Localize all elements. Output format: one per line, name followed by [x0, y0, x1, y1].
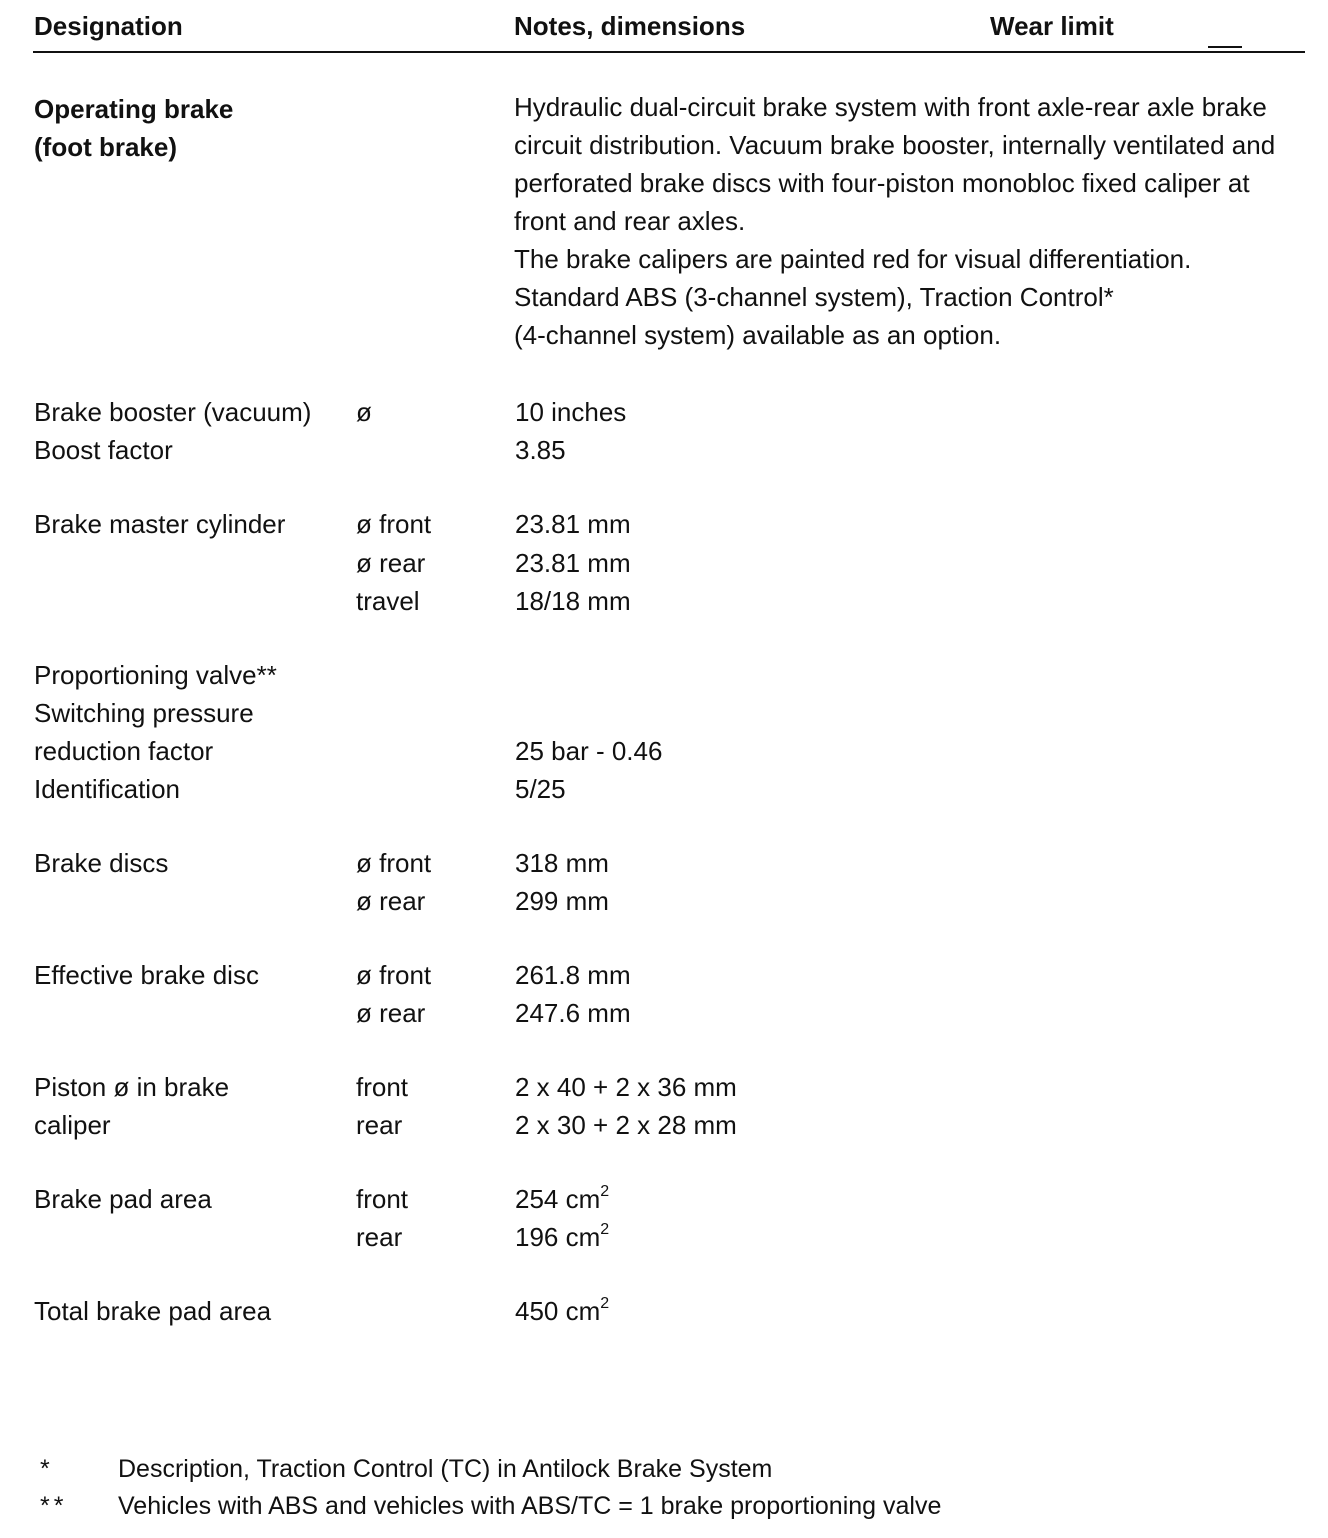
- effective-disc-sub: ø rear: [356, 998, 426, 1028]
- piston-label: Piston ø in brake: [34, 1072, 230, 1102]
- description-line: The brake calipers are painted red for visual differentiation.: [514, 244, 1192, 274]
- brake-discs-value: 318 mm: [515, 848, 609, 878]
- pad-area-sub: front: [356, 1184, 409, 1214]
- total-pad-area-value: [515, 1292, 609, 1330]
- piston-value: 2 x 40 + 2 x 36 mm: [515, 1072, 737, 1102]
- piston-value: 2 x 30 + 2 x 28 mm: [515, 1110, 737, 1140]
- proportioning-value: 5/25: [515, 774, 566, 804]
- master-cylinder-sub: travel: [356, 586, 420, 616]
- description-line: (4-channel system) available as an option.: [514, 320, 1002, 350]
- pad-area-label: Brake pad area: [34, 1184, 212, 1214]
- footnote-text: Vehicles with ABS and vehicles with ABS/TC = 1 brake proportioning valve: [118, 1492, 942, 1520]
- booster-label: Brake booster (vacuum): [34, 397, 312, 427]
- description-line: perforated brake discs with four-piston monobloc fixed caliper at: [514, 168, 1250, 198]
- section-title-line1: Operating brake: [34, 94, 234, 124]
- piston-sub: front: [356, 1072, 409, 1102]
- boost-factor-value: 3.85: [515, 435, 566, 465]
- footnote-mark: *: [40, 1455, 50, 1483]
- header-rule-accent: [1208, 46, 1242, 48]
- master-cylinder-sub: ø rear: [356, 548, 426, 578]
- proportioning-value: 25 bar - 0.46: [515, 736, 663, 766]
- effective-disc-sub: ø front: [356, 960, 432, 990]
- brake-discs-label: Brake discs: [34, 848, 169, 878]
- piston-sub: rear: [356, 1110, 403, 1140]
- master-cylinder-value: 23.81 mm: [515, 548, 631, 578]
- section-title-line2: (foot brake): [34, 132, 177, 162]
- total-pad-area-value-text: 450 cm: [515, 1296, 601, 1326]
- pad-area-sub: rear: [356, 1222, 403, 1252]
- description-line: front and rear axles.: [514, 206, 746, 236]
- header-rule: [33, 51, 1305, 53]
- header-designation: Designation: [34, 11, 183, 41]
- brake-discs-value: 299 mm: [515, 886, 609, 916]
- master-cylinder-label: Brake master cylinder: [34, 509, 286, 539]
- pad-area-value-text: 196 cm: [515, 1222, 601, 1252]
- unit-exponent: 2: [600, 1295, 610, 1313]
- header-notes: Notes, dimensions: [514, 11, 746, 41]
- booster-sub: ø: [356, 397, 372, 427]
- master-cylinder-value: 18/18 mm: [515, 586, 631, 616]
- description-line: Standard ABS (3-channel system), Traction Control*: [514, 282, 1114, 312]
- booster-value: 10 inches: [515, 397, 627, 427]
- description-line: circuit distribution. Vacuum brake booster, internally ventilated and: [514, 130, 1276, 160]
- brake-discs-sub: ø front: [356, 848, 432, 878]
- description-line: Hydraulic dual-circuit brake system with front axle-rear axle brake: [514, 92, 1267, 122]
- unit-exponent: 2: [600, 1221, 610, 1239]
- unit-exponent: 2: [600, 1183, 610, 1201]
- header-wear-limit: Wear limit: [990, 11, 1114, 41]
- effective-disc-value: 261.8 mm: [515, 960, 631, 990]
- footnote-mark: **: [40, 1492, 68, 1520]
- proportioning-label: Identification: [34, 774, 180, 804]
- pad-area-value: [515, 1180, 609, 1218]
- proportioning-label: reduction factor: [34, 736, 214, 766]
- proportioning-label: Switching pressure: [34, 698, 254, 728]
- brake-discs-sub: ø rear: [356, 886, 426, 916]
- pad-area-value-text: 254 cm: [515, 1184, 601, 1214]
- effective-disc-value: 247.6 mm: [515, 998, 631, 1028]
- proportioning-label: Proportioning valve**: [34, 660, 277, 690]
- boost-factor-label: Boost factor: [34, 435, 173, 465]
- operating-brake-description: [514, 88, 1275, 354]
- effective-disc-label: Effective brake disc: [34, 960, 259, 990]
- pad-area-value: [515, 1218, 609, 1256]
- master-cylinder-sub: ø front: [356, 509, 432, 539]
- master-cylinder-value: 23.81 mm: [515, 509, 631, 539]
- piston-label: caliper: [34, 1110, 111, 1140]
- footnote-text: Description, Traction Control (TC) in Antilock Brake System: [118, 1455, 773, 1483]
- total-pad-area-label: Total brake pad area: [34, 1296, 272, 1326]
